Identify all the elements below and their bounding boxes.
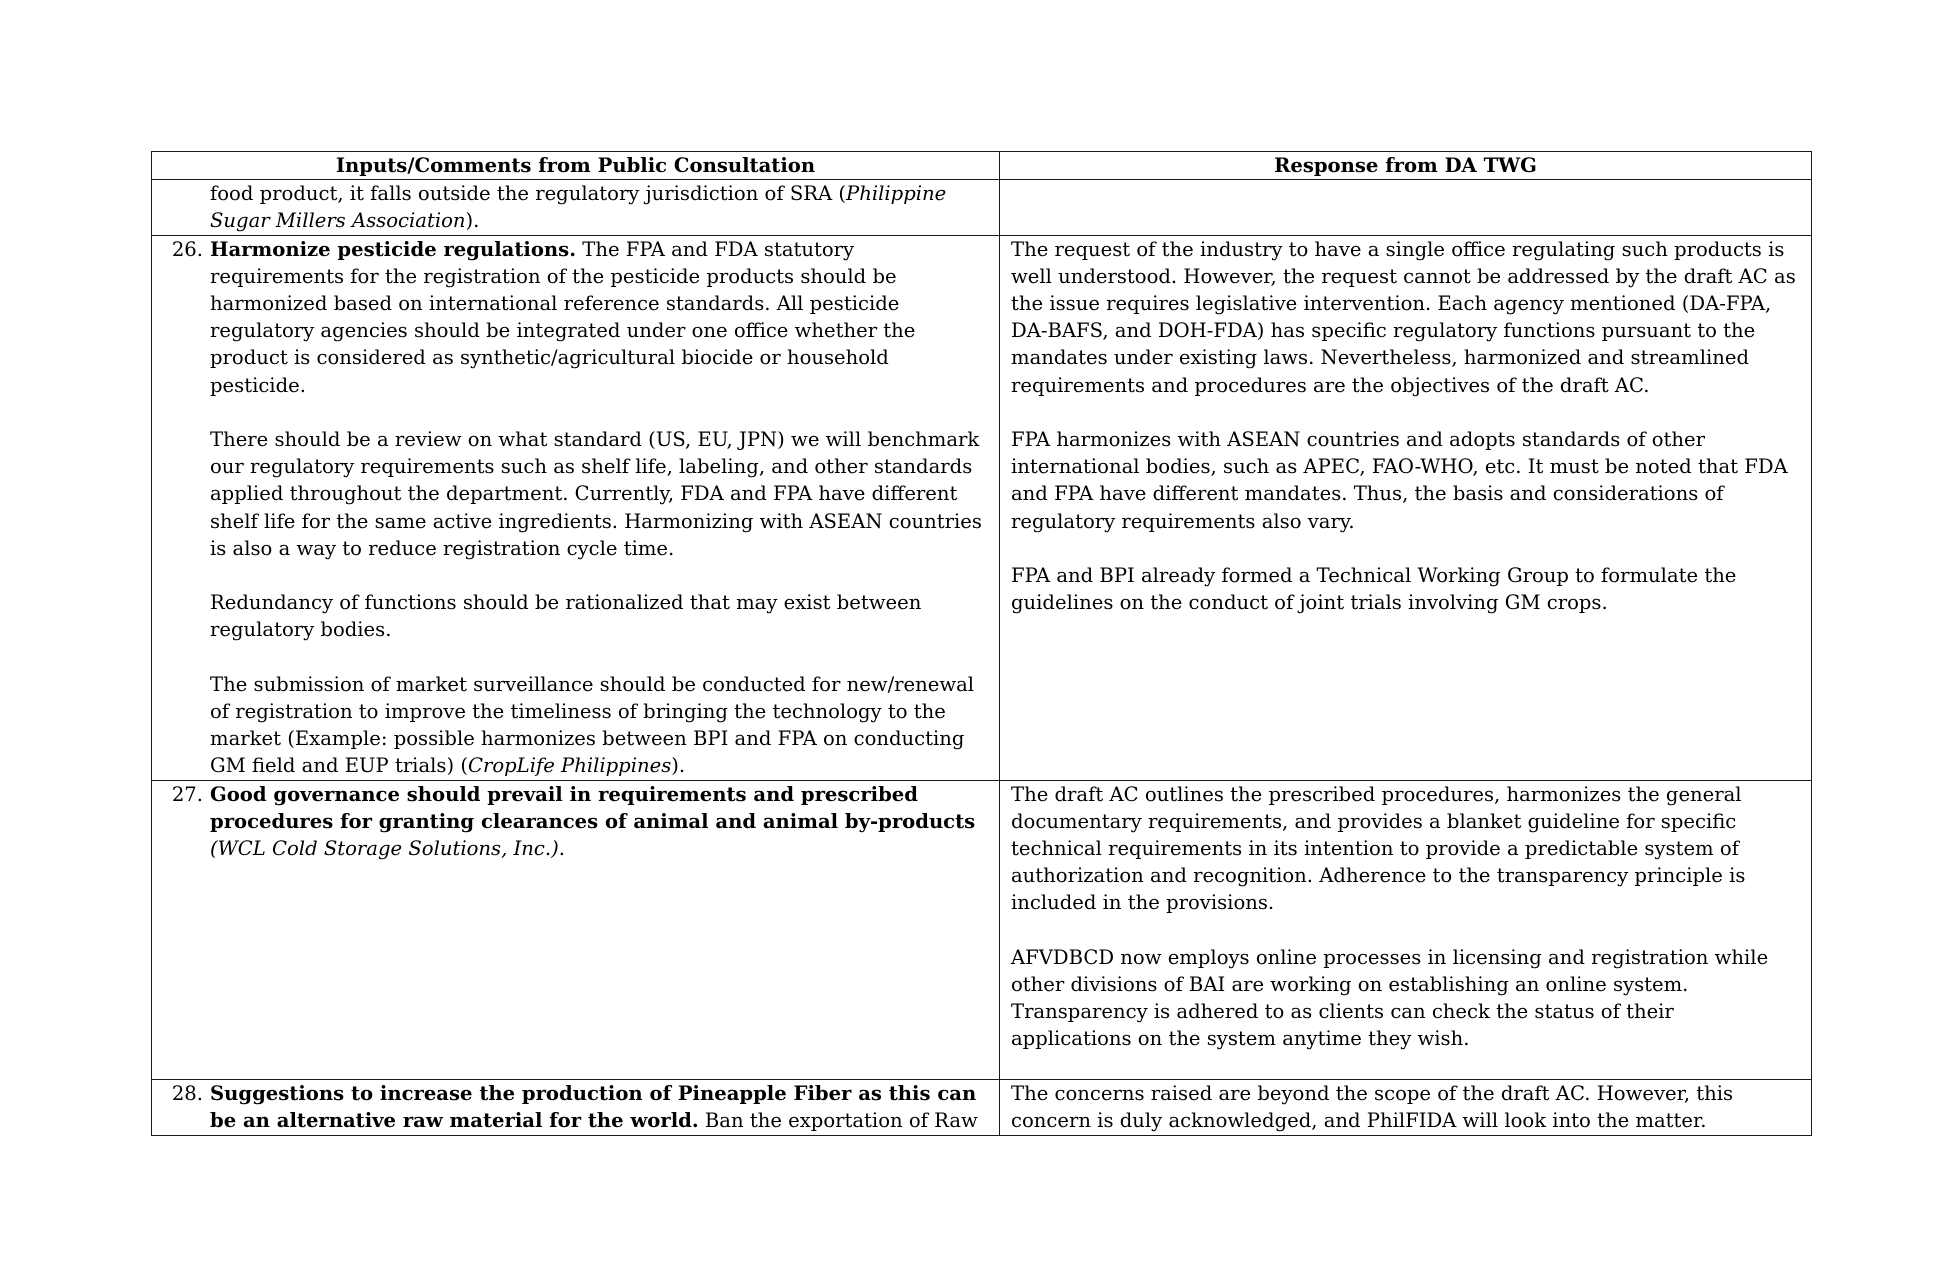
item-26-p4-text: The submission of market surveillance should be conducted for new/renewal of registration to improve the timeliness of bringing the technology to the market (Example: possible harmonizes between BPI and FPA on conducting GM field and EUP trials) ( bbox=[210, 672, 975, 778]
table-row-item-27 bbox=[152, 780, 1812, 1079]
item-27-source: (WCL Cold Storage Solutions, Inc.) bbox=[210, 837, 559, 861]
item-26-comment-cell bbox=[152, 235, 1000, 780]
item-26-response-3: FPA and BPI already formed a Technical Working Group to formulate the guidelines on the conduct of joint trials involving GM crops. bbox=[1011, 564, 1737, 615]
item-26-paragraph-1 bbox=[210, 236, 988, 399]
continuation-text: food product, it falls outside the regulatory jurisdiction of SRA ( bbox=[210, 182, 847, 206]
item-27-title: Good governance should prevail in requirements and prescribed procedures for granting clearances of animal and animal by-products bbox=[210, 782, 976, 833]
header-inputs-comments: Inputs/Comments from Public Consultation bbox=[152, 152, 1000, 180]
item-26-paragraph-2: There should be a review on what standard (US, EU, JPN) we will benchmark our regulatory requirements such as shelf life, labeling, and other standards applied throughout the department. Currently, FDA and FPA have different shelf life for the same active ingredients. Harmonizing with ASEAN countries is also a way to reduce registration cycle time. bbox=[210, 428, 982, 560]
item-26-p1-text: The FPA and FDA statutory requirements for the registration of the pesticide products should be harmonized based on international reference standards. All pesticide regulatory agencies should be integrated under one office whether the product is considered as synthetic/agricultural biocide or household pesticide. bbox=[210, 237, 916, 397]
continuation-comment bbox=[163, 180, 988, 234]
item-26-number: 26. bbox=[171, 237, 203, 261]
item-28-number: 28. bbox=[171, 1081, 203, 1105]
continuation-response-cell bbox=[1000, 180, 1812, 235]
item-28-response-1: The concerns raised are beyond the scope of the draft AC. However, this concern is duly acknowledged, and PhilFIDA will look into the matter. bbox=[1011, 1081, 1734, 1132]
item-27-paragraph-1 bbox=[210, 781, 988, 863]
table-row-item-26 bbox=[152, 235, 1812, 780]
item-26-comment bbox=[163, 236, 988, 780]
item-27-comment bbox=[163, 781, 988, 863]
item-26-paragraph-3: Redundancy of functions should be rationalized that may exist between regulatory bodies. bbox=[210, 591, 922, 642]
item-26-response-2: FPA harmonizes with ASEAN countries and adopts standards of other international bodies, such as APEC, FAO-WHO, etc. It must be noted that FDA and FPA have different mandates. Thus, the basis and considerations of regulatory requirements also vary. bbox=[1011, 428, 1788, 533]
item-28-title: Suggestions to increase the production of Pineapple Fiber as this can be an alternative raw material for the world. bbox=[210, 1081, 977, 1132]
table-header bbox=[152, 152, 1812, 180]
item-27-response-2: AFVDBCD now employs online processes in licensing and registration while other divisions of BAI are working on establishing an online system. Transparency is adhered to as clients can check the status of their applications on the system anytime they wish. bbox=[1011, 945, 1769, 1051]
item-26-title: Harmonize pesticide regulations. bbox=[210, 237, 577, 261]
item-27-end: . bbox=[558, 837, 565, 861]
item-28-response-cell bbox=[1000, 1079, 1812, 1135]
continuation-source: Philippine Sugar Millers Association bbox=[210, 182, 947, 233]
item-27-comment-cell bbox=[152, 780, 1000, 1079]
item-26-paragraph-4 bbox=[210, 671, 988, 780]
table-row-continuation bbox=[152, 180, 1812, 235]
header-response: Response from DA TWG bbox=[1000, 152, 1812, 180]
header-row bbox=[152, 152, 1812, 180]
item-26-p4-end: ). bbox=[671, 754, 686, 778]
item-26-response-cell bbox=[1000, 235, 1812, 780]
item-26-response-1: The request of the industry to have a single office regulating such products is well understood. However, the request cannot be addressed by the draft AC as the issue requires legislative intervention. Each agency mentioned (DA-FPA, DA-BAFS, and DOH-FDA) has specific regulatory functions pursuant to the mandates under existing laws. Nevertheless, harmonized and streamlined requirements and procedures are the objectives of the draft AC. bbox=[1011, 237, 1796, 397]
item-28-text: Ban the exportation of Raw bbox=[698, 1108, 978, 1132]
item-28-comment-cell bbox=[152, 1079, 1000, 1135]
continuation-end: ). bbox=[465, 209, 480, 233]
item-27-number: 27. bbox=[171, 782, 203, 806]
item-28-paragraph-1 bbox=[210, 1080, 988, 1134]
item-26-source: CropLife Philippines bbox=[467, 754, 672, 778]
continuation-comment-cell bbox=[152, 180, 1000, 235]
item-27-response-1: The draft AC outlines the prescribed procedures, harmonizes the general documentary requirements, and provides a blanket guideline for specific technical requirements in its intention to provide a predictable system of authorization and recognition. Adherence to the transparency principle is included in the provisions. bbox=[1011, 782, 1746, 915]
table-row-item-28 bbox=[152, 1079, 1812, 1135]
table-body bbox=[152, 180, 1812, 1135]
comments-matrix-table bbox=[151, 151, 1812, 1136]
item-28-comment bbox=[163, 1080, 988, 1134]
item-27-response-cell bbox=[1000, 780, 1812, 1079]
